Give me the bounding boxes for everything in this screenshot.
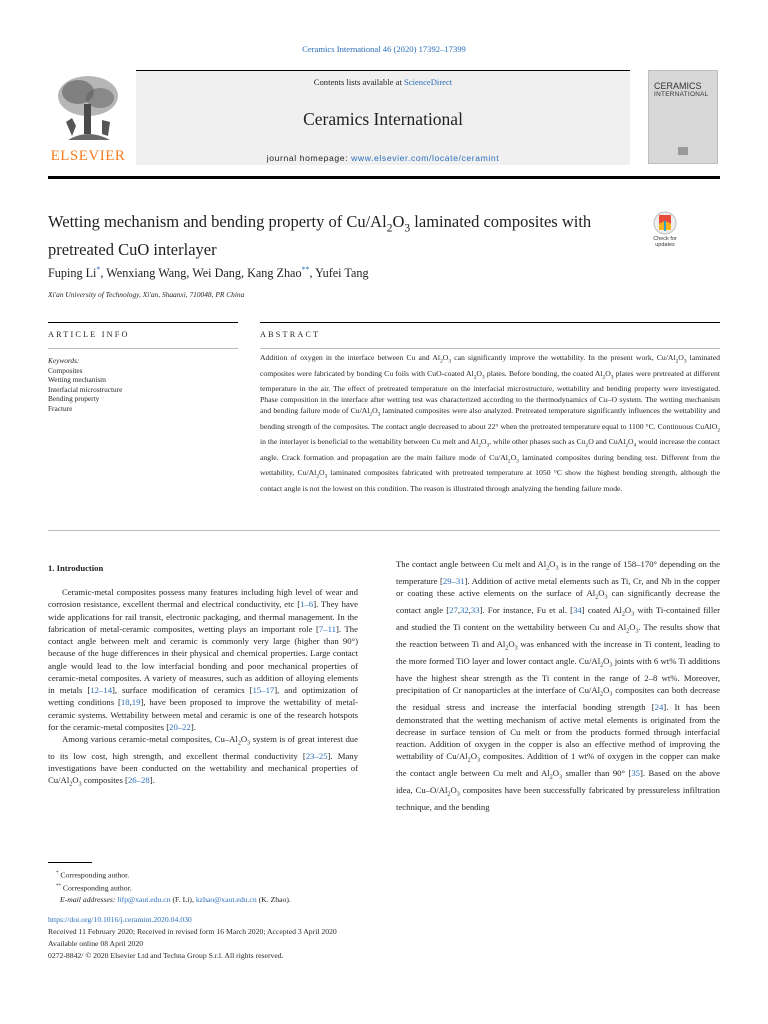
journal-cover-thumbnail[interactable] bbox=[648, 70, 718, 164]
keywords-block bbox=[48, 356, 238, 414]
crossmark-button[interactable] bbox=[646, 211, 684, 255]
abstract-divider bbox=[260, 348, 720, 349]
footnote-rule bbox=[48, 862, 92, 863]
keyword-item: Interfacial microstructure bbox=[48, 384, 123, 394]
citation-link[interactable]: 20–22 bbox=[169, 721, 191, 732]
author-name[interactable]: Wenxiang Wang bbox=[106, 266, 187, 281]
homepage-line bbox=[136, 153, 630, 163]
citation-link[interactable]: 32 bbox=[459, 605, 469, 616]
author-name[interactable]: Kang Zhao bbox=[247, 266, 302, 281]
crossmark-label: Check for updates bbox=[653, 236, 677, 248]
elsevier-logo bbox=[48, 70, 126, 162]
abstract-heading: ABSTRACT bbox=[260, 330, 321, 339]
citation-link[interactable]: 26–28 bbox=[127, 775, 150, 786]
keyword-item: Composites bbox=[48, 365, 83, 375]
keyword-item: Bending property bbox=[48, 394, 100, 404]
homepage-prefix: journal homepage: bbox=[266, 153, 352, 163]
citation-link[interactable]: 12–14 bbox=[90, 685, 113, 695]
article-history: Received 11 February 2020; Received in revised form 16 March 2020; Accepted 3 April 2020 bbox=[48, 927, 337, 936]
citation-link[interactable]: 33 bbox=[470, 605, 480, 616]
citation-link[interactable]: 29–31 bbox=[442, 575, 465, 586]
paragraph: The contact angle between Cu melt and $Al_2O_3$ is in the range of 158–170° depending on the temperature [29–31]. Addition of active metal elements such as Ti, Cr, and Nb in the copper or coating these active elements on the surface of $Al_2O_3$ can significantly decrease the contact angle [27,32,33]. For instance, Fu et al. [34] coated $Al_2O_3$ with Ti-contained filler and studied the Ti content on the wettability between Cu and $Al_2O_3$. The results show that the reaction between Ti and $Al_2O_3$ was enhanced with the increase in Ti content, leading to the more formed TiO layer and lower contact angle. $Cu/Al_2O_3$ joints with 6 wt% Ti additions have the highest shear strength as the Ti content in the range of 2–8 wt%. Moreover, precipitation of Cr nanoparticles at the interface of $Cu/Al_2O_3$ composites can both decrease the residual stress and increase the interfacial bonding strength [24]. It has been demonstrated that the wetting mechanism of active metal elements is originated from the decrease in surface tension of Cu melt or from the products formed through interfacial reaction. Addition of oxygen in the copper is also an effective method of improving the wettability of $Cu/Al_2O_3$ composites. Addition of 1 wt% of oxygen in the copper can make the contact angle between Cu melt and $Al_2O_3$ smaller than 90° [35]. Based on the above idea, $Cu-O/Al_2O_3$ composites have been successfully fabricated by pressureless infiltration technique, and the bending bbox=[396, 559, 721, 813]
citation-link[interactable]: 27 bbox=[449, 605, 458, 616]
author-name[interactable]: Fuping Li bbox=[48, 266, 97, 281]
masthead-divider bbox=[48, 176, 720, 179]
body-column-left bbox=[48, 586, 358, 791]
journal-name[interactable]: Ceramics International bbox=[303, 109, 463, 129]
doi-link[interactable]: https://doi.org/10.1016/j.ceramint.2020.04.030 bbox=[48, 915, 192, 924]
abstract-bottom-rule bbox=[48, 530, 720, 531]
journal-citation-link[interactable]: Ceramics International 46 (2020) 17392–17399 bbox=[302, 44, 466, 54]
article-info-heading: ARTICLE INFO bbox=[48, 330, 130, 339]
paragraph: Among various ceramic-metal composites, $Cu-Al_2O_3$ system is of great interest due to its low cost, high strength, and excellent thermal conductivity [23–25]. Many investigations have been conducted on the wettability and mechanical properties of $Cu/Al_2O_3$ composites [26–28]. bbox=[48, 734, 358, 789]
citation-link[interactable]: 18 bbox=[120, 697, 130, 708]
author-name[interactable]: Wei Dang bbox=[192, 266, 241, 281]
cover-subtitle: INTERNATIONAL bbox=[654, 91, 709, 98]
footnote-emails: E-mail addresses: lifp@xaut.edu.cn (F. Li), kzhao@xaut.edu.cn (K. Zhao). bbox=[60, 895, 291, 905]
citation-link[interactable]: 1–6 bbox=[300, 599, 314, 610]
author-list: Fuping Li*, Wenxiang Wang, Wei Dang, Kang Zhao**, Yufei Tang bbox=[48, 265, 369, 281]
citation-link[interactable]: 7–11 bbox=[318, 623, 336, 634]
footnote-corresponding-1: * Corresponding author. bbox=[56, 870, 130, 880]
abstract-body: Addition of oxygen in the interface between Cu and $Al_2O_3$ can significantly improve the wettability. In the present work, $Cu/Al_2O_3$ laminated composites were fabricated by bonding Cu foils with CuO-coated $Al_2O_3$ plates. Before bonding, the coated $Al_2O_3$ plates were pretreated at different temperature in the air. The effect of pretreated temperature on the interfacial microstructure, wettability and bending property were investigated. Phase composition in the interface after wetting test was characterized according to the thermodynamics of Cu–O system. The wetting mechanism and bending failure mode of $Cu/Al_2O_3$ laminated composites were also analyzed. Pretreated temperature significantly influences the wettability and bending strength of the composites. The contact angle decreased to about 22° when the pretreated temperature equal to 1100 °C. Continuous CuAlO$_2$ in the interlayer is beneficial to the wettability between Cu melt and $Al_2O_3$, while other phases such as $Cu_2O$ and $CuAl_2O_4$ would increase the contact angle. Crack formation and propagation are the main failure mode of $Cu/Al_2O_3$ laminated composites during bending test. Different from the wettability, $Cu/Al_2O_3$ laminated composites fabricated with pretreated temperature at 1050 °C show the highest bending strength, although the contact angle is not the lowest on this condition. The reason is illustrated through analyzing the bending failure mode. bbox=[260, 353, 721, 493]
citation-link[interactable]: 35 bbox=[631, 768, 640, 779]
keyword-item: Fracture bbox=[48, 403, 73, 413]
author-mark[interactable]: * bbox=[96, 265, 101, 274]
citation-link[interactable]: 15–17 bbox=[252, 685, 275, 695]
publication-info bbox=[48, 914, 337, 962]
keywords-label: Keywords: bbox=[48, 356, 80, 365]
citation-link[interactable]: 34 bbox=[573, 605, 582, 616]
email-link-li[interactable]: lifp@xaut.edu.cn bbox=[117, 895, 171, 905]
sciencedirect-link[interactable]: ScienceDirect bbox=[404, 77, 453, 87]
abstract-top-rule bbox=[260, 322, 720, 323]
crossmark-icon bbox=[646, 211, 684, 235]
citation-link[interactable]: 24 bbox=[654, 702, 664, 713]
contents-prefix: Contents lists available at bbox=[313, 77, 404, 87]
citation-link[interactable]: 23–25 bbox=[305, 750, 328, 761]
journal-header-panel bbox=[136, 70, 630, 165]
homepage-link[interactable]: www.elsevier.com/locate/ceramint bbox=[351, 153, 500, 163]
keyword-item: Wetting mechanism bbox=[48, 375, 106, 385]
paragraph: Ceramic-metal composites possess many features including high level of wear and corrosion resistance, excellent thermal and electrical conductivity, etc [1–6]. They have wide applications for rail transit, electronic packaging, and thermal management. In the fabrication of metal-ceramic composites, wetting plays an important role [7–11]. The contact angle between melt and ceramic is commonly very large (higher than 90°) because of the huge differences in their physical and chemical properties. Large contact angle would lead to the low interfacial bonding and poor mechanical properties of ceramic-metal composites. A variety of measures, such as addition of alloying elements in metals [12–14], surface modification of ceramics [15–17], and optimization of wetting conditions [18,19], have been proposed to improve the wettability of metal-ceramic systems. Wettability between metal and ceramic is one of the research hotspots for the ceramic-metal composites [20–22]. bbox=[48, 587, 358, 732]
article-info-top-rule bbox=[48, 322, 238, 323]
article-title: Wetting mechanism and bending property of $Cu/Al_2O_3$ laminated composites with pretreated CuO interlayer bbox=[48, 212, 592, 260]
masthead bbox=[48, 70, 720, 170]
author-name[interactable]: Yufei Tang bbox=[315, 266, 369, 281]
author-mark[interactable]: ** bbox=[301, 265, 310, 274]
footnotes bbox=[48, 868, 291, 906]
footnote-corresponding-2: ** Corresponding author. bbox=[56, 883, 132, 893]
online-date: Available online 08 April 2020 bbox=[48, 939, 144, 948]
citation-link[interactable]: 19 bbox=[131, 697, 141, 708]
copyright: 0272-8842/ © 2020 Elsevier Ltd and Techna Group S.r.l. All rights reserved. bbox=[48, 951, 284, 960]
contents-line bbox=[136, 77, 630, 87]
cover-title: CERAMICS bbox=[654, 81, 702, 91]
introduction-heading: 1. Introduction bbox=[48, 563, 104, 573]
body-column-right bbox=[396, 558, 720, 814]
cover-emblem-icon bbox=[678, 147, 688, 155]
affiliation: Xi'an University of Technology, Xi'an, Shaanxi, 710048, PR China bbox=[48, 290, 245, 299]
article-info-divider bbox=[48, 348, 238, 349]
elsevier-wordmark: ELSEVIER bbox=[50, 148, 126, 164]
elsevier-tree-icon bbox=[48, 70, 126, 148]
email-link-zhao[interactable]: kzhao@xaut.edu.cn bbox=[195, 895, 257, 905]
